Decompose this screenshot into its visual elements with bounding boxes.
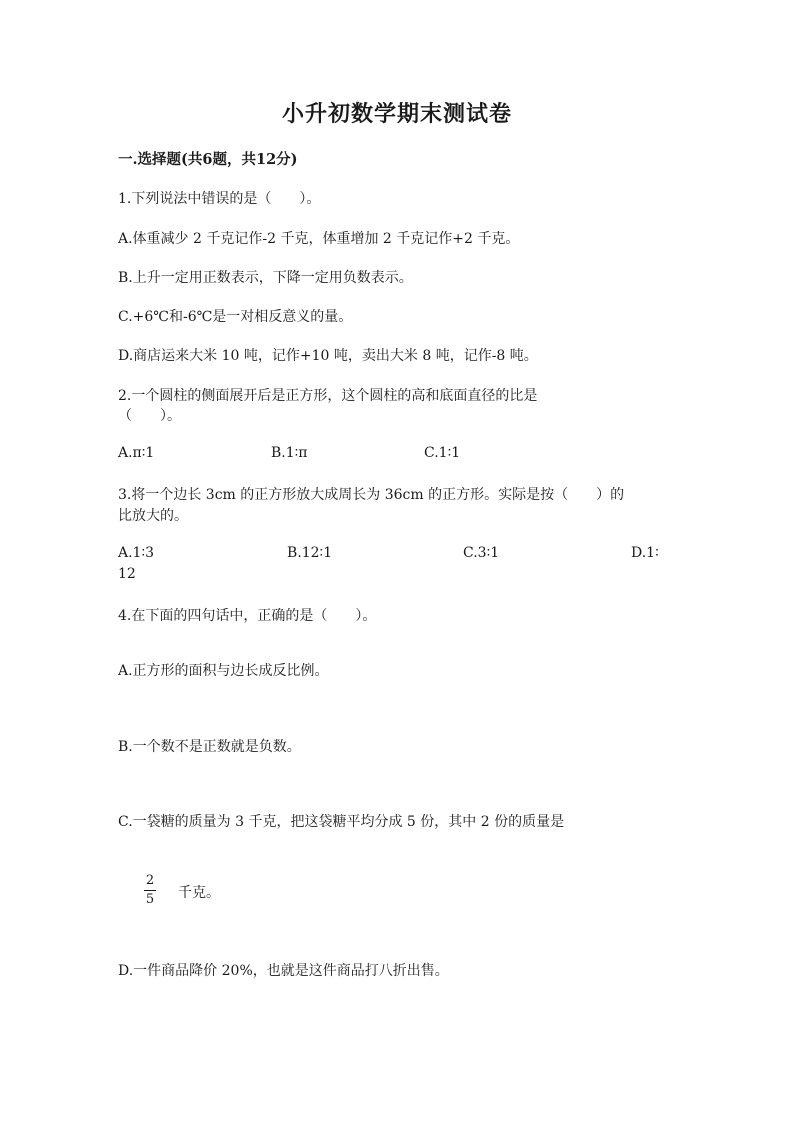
question-2-stem-line2: （ ）。 [118,408,181,424]
question-3-option-d: D.1∶ [631,545,659,561]
question-2-stem-line1: 2.一个圆柱的侧面展开后是正方形，这个圆柱的高和底面直径的比是 [118,388,538,404]
question-4-option-d: D.一件商品降价 20%，也就是这件商品打八折出售。 [118,963,449,979]
question-3-option-c: C.3∶1 [463,545,500,561]
question-4-option-b: B.一个数不是正数就是负数。 [118,739,301,755]
question-4-option-c: C.一袋糖的质量为 3 千克，把这袋糖平均分成 5 份，其中 2 份的质量是 [118,814,565,830]
question-1-stem: 1.下列说法中错误的是（ ）。 [118,191,321,207]
question-1-option-b: B.上升一定用正数表示，下降一定用负数表示。 [118,270,413,286]
question-3-option-a: A.1∶3 [118,545,155,561]
fraction-denominator: 5 [145,892,155,907]
question-1-option-a: A.体重减少 2 千克记作-2 千克，体重增加 2 千克记作+2 千克。 [118,231,520,247]
question-4-stem: 4.在下面的四句话中，正确的是（ ）。 [118,608,377,624]
section-heading: 一.选择题(共6题，共12分) [118,151,298,168]
question-2-option-a: A.π∶1 [118,445,155,461]
fraction-bar [144,890,156,891]
page-title: 小升初数学期末测试卷 [281,101,512,127]
question-1-option-c: C.+6℃和-6℃是一对相反意义的量。 [118,309,353,325]
question-4-option-a: A.正方形的面积与边长成反比例。 [118,663,329,679]
fraction-numerator: 2 [145,873,155,888]
fraction-two-fifths [144,873,156,908]
question-4-option-c-unit: 千克。 [178,885,220,901]
question-3-stem-line2: 比放大的。 [118,508,188,524]
question-2-option-c: C.1∶1 [424,445,461,461]
question-3-option-b: B.12∶1 [287,545,333,561]
question-3-option-d-wrap: 12 [118,566,136,582]
question-1-option-d: D.商店运来大米 10 吨，记作+10 吨，卖出大米 8 吨，记作-8 吨。 [118,348,538,364]
question-3-stem-line1: 3.将一个边长 3cm 的正方形放大成周长为 36cm 的正方形。实际是按（ ）的 [118,487,625,503]
question-2-option-b: B.1∶π [271,445,308,461]
